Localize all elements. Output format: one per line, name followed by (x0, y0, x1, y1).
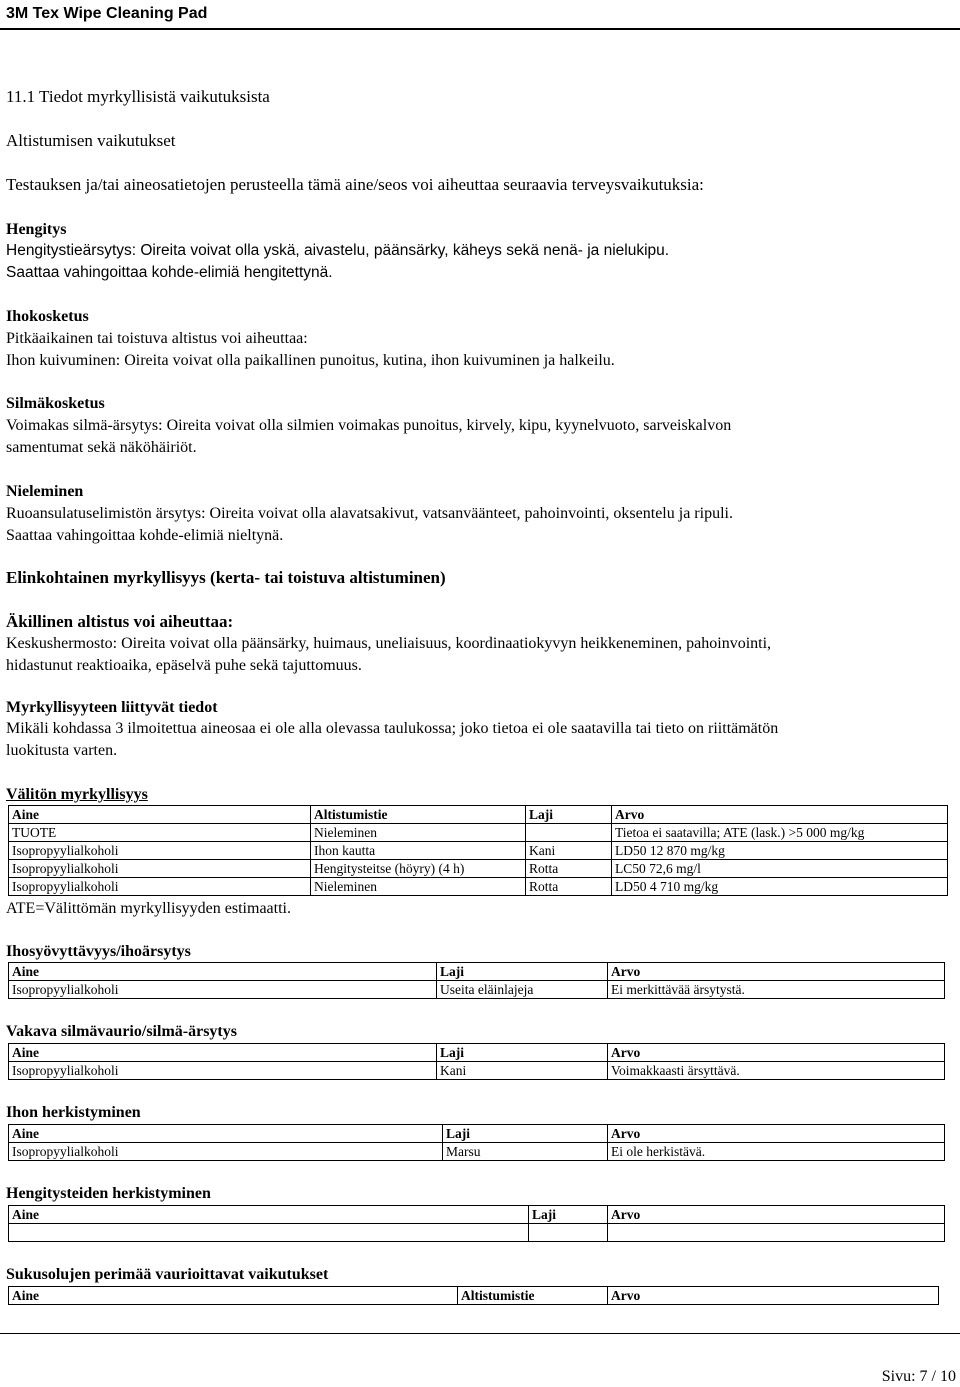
column-header: Altistumistie (311, 806, 526, 824)
document-title: 3M Tex Wipe Cleaning Pad (6, 5, 208, 22)
column-header: Aine (9, 1287, 458, 1305)
skin-contact-line2: Ihon kuivuminen: Oireita voivat olla paikallinen punoitus, kutina, ihon kuivuminen ja halkeilu. (6, 352, 615, 369)
column-header: Aine (9, 963, 437, 981)
table-cell (529, 1224, 608, 1242)
table-header-row (9, 1125, 945, 1143)
table-row (9, 1143, 945, 1161)
eye-damage-title: Vakava silmävaurio/silmä-ärsytys (6, 1023, 237, 1040)
table-cell: Isopropyylialkoholi (9, 842, 311, 860)
column-header: Laji (529, 1206, 608, 1224)
table-cell: Kani (437, 1062, 608, 1080)
column-header: Arvo (608, 1125, 945, 1143)
skin-sensitization-table (8, 1124, 945, 1161)
table-row (9, 981, 945, 999)
section-heading: 11.1 Tiedot myrkyllisistä vaikutuksista (6, 87, 270, 106)
table-row (9, 1224, 945, 1242)
ate-note: ATE=Välittömän myrkyllisyyden estimaatti. (6, 900, 291, 917)
table-cell: Marsu (443, 1143, 608, 1161)
inhalation-title: Hengitys (6, 221, 67, 238)
table-cell: Isopropyylialkoholi (9, 860, 311, 878)
acute-toxicity-title: Välitön myrkyllisyys (6, 786, 148, 803)
column-header: Laji (526, 806, 612, 824)
table-cell: Kani (526, 842, 612, 860)
table-header-row (9, 1044, 945, 1062)
table-cell: Isopropyylialkoholi (9, 878, 311, 896)
section-intro: Testauksen ja/tai aineosatietojen perusteella tämä aine/seos voi aiheuttaa seuraavia terveysvaikutuksia: (6, 175, 704, 194)
page-number: Sivu: 7 / 10 (881, 1368, 956, 1385)
ingestion-line2: Saattaa vahingoittaa kohde-elimiä nieltynä. (6, 527, 284, 544)
eye-contact-line1: Voimakas silmä-ärsytys: Oireita voivat olla silmien voimakas punoitus, kirvely, kipu, kyynelvuoto, sarveiskalvon (6, 417, 732, 434)
organ-toxicity-heading: Elinkohtainen myrkyllisyys (kerta- tai toistuva altistuminen) (6, 568, 446, 587)
column-header: Laji (437, 963, 608, 981)
table-row (9, 824, 948, 842)
column-header: Aine (9, 1125, 443, 1143)
table-cell: Voimakkaasti ärsyttävä. (608, 1062, 945, 1080)
table-cell: TUOTE (9, 824, 311, 842)
table-row (9, 860, 948, 878)
toxicity-info-title: Myrkyllisyyteen liittyvät tiedot (6, 699, 218, 716)
column-header: Laji (437, 1044, 608, 1062)
table-cell: Isopropyylialkoholi (9, 1062, 437, 1080)
column-header: Aine (9, 1044, 437, 1062)
skin-sensitization-title: Ihon herkistyminen (6, 1104, 141, 1121)
resp-sensitization-title: Hengitysteiden herkistyminen (6, 1185, 211, 1202)
resp-sensitization-table (8, 1205, 945, 1242)
toxicity-info-line2: luokitusta varten. (6, 742, 118, 759)
skin-corrosion-table (8, 962, 945, 999)
table-header-row (9, 1206, 945, 1224)
table-cell: Rotta (526, 878, 612, 896)
acute-exposure-line1: Keskushermosto: Oireita voivat olla päänsärky, huimaus, uneliaisuus, koordinaatiokyvyn heikkeneminen, pahoinvointi, (6, 635, 772, 652)
table-cell (9, 1224, 529, 1242)
table-cell: Nieleminen (311, 878, 526, 896)
table-cell: Ihon kautta (311, 842, 526, 860)
skin-corrosion-title: Ihosyövyttävyys/ihoärsytys (6, 943, 191, 960)
germ-cell-table (8, 1286, 939, 1305)
footer-divider (0, 1333, 960, 1334)
table-cell: Isopropyylialkoholi (9, 981, 437, 999)
table-cell (608, 1224, 945, 1242)
table-cell: Nieleminen (311, 824, 526, 842)
acute-toxicity-table (8, 805, 948, 896)
eye-damage-table (8, 1043, 945, 1080)
acute-exposure-title: Äkillinen altistus voi aiheuttaa: (6, 612, 234, 631)
table-cell (526, 824, 612, 842)
column-header: Arvo (612, 806, 948, 824)
table-row (9, 1062, 945, 1080)
column-header: Arvo (608, 963, 945, 981)
column-header: Laji (443, 1125, 608, 1143)
inhalation-line1: Hengitystieärsytys: Oireita voivat olla yskä, aivastelu, päänsärky, käheys sekä nenä- ja nielukipu. (6, 242, 670, 259)
table-cell: Ei merkittävää ärsytystä. (608, 981, 945, 999)
inhalation-line2: Saattaa vahingoittaa kohde-elimiä hengitettynä. (6, 264, 333, 281)
eye-contact-title: Silmäkosketus (6, 395, 105, 412)
table-header-row (9, 963, 945, 981)
eye-contact-line2: samentumat sekä näköhäiriöt. (6, 439, 197, 456)
document-header (0, 0, 960, 30)
table-cell: Tietoa ei saatavilla; ATE (lask.) >5 000 mg/kg (612, 824, 948, 842)
column-header: Aine (9, 806, 311, 824)
column-header: Arvo (608, 1287, 939, 1305)
table-cell: Useita eläinlajeja (437, 981, 608, 999)
skin-contact-title: Ihokosketus (6, 308, 89, 325)
acute-exposure-line2: hidastunut reaktioaika, epäselvä puhe sekä tajuttomuus. (6, 657, 362, 674)
column-header: Altistumistie (458, 1287, 608, 1305)
table-cell: Rotta (526, 860, 612, 878)
ingestion-line1: Ruoansulatuselimistön ärsytys: Oireita voivat olla alavatsakivut, vatsanväänteet, pahoinvointi, oksentelu ja ripuli. (6, 505, 733, 522)
table-header-row (9, 806, 948, 824)
table-cell: LD50 12 870 mg/kg (612, 842, 948, 860)
table-row (9, 878, 948, 896)
exposure-heading: Altistumisen vaikutukset (6, 131, 176, 150)
germ-cell-title: Sukusolujen perimää vaurioittavat vaikutukset (6, 1266, 329, 1283)
column-header: Aine (9, 1206, 529, 1224)
table-header-row (9, 1287, 939, 1305)
toxicity-info-line1: Mikäli kohdassa 3 ilmoitettua aineosaa ei ole alla olevassa taulukossa; joko tietoa ei ole saatavilla tai tieto on riittämätön (6, 720, 779, 737)
table-cell: LC50 72,6 mg/l (612, 860, 948, 878)
column-header: Arvo (608, 1206, 945, 1224)
table-cell: Ei ole herkistävä. (608, 1143, 945, 1161)
ingestion-title: Nieleminen (6, 483, 84, 500)
column-header: Arvo (608, 1044, 945, 1062)
table-row (9, 842, 948, 860)
table-cell: LD50 4 710 mg/kg (612, 878, 948, 896)
table-cell: Hengitysteitse (höyry) (4 h) (311, 860, 526, 878)
table-cell: Isopropyylialkoholi (9, 1143, 443, 1161)
skin-contact-line1: Pitkäaikainen tai toistuva altistus voi aiheuttaa: (6, 330, 308, 347)
